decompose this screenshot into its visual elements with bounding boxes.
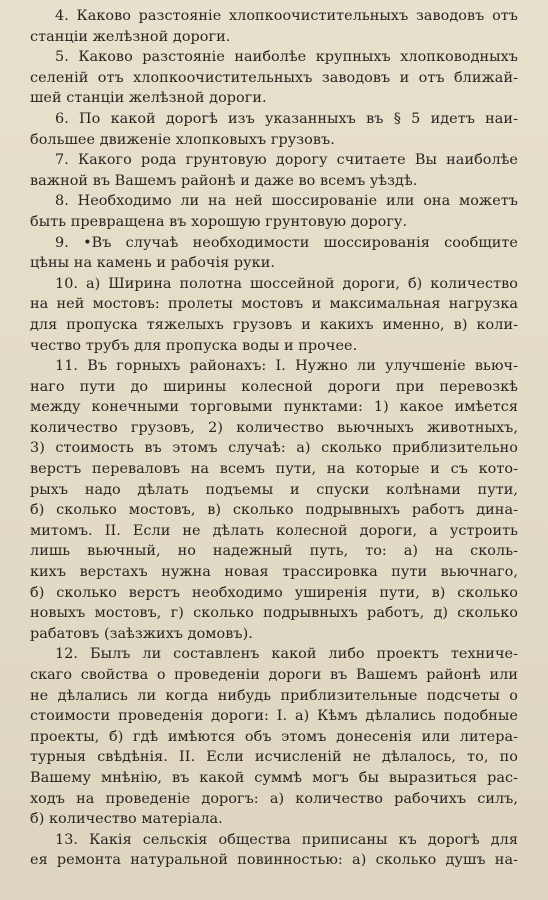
text-line: ея ремонта натуральной повинностью: а) сколько душъ на- xyxy=(30,852,518,869)
text-line: новыхъ мостовъ, г) сколько подрывныхъ работъ, д) сколько xyxy=(30,605,518,622)
text-line: 4. Каково разстояніе хлопкоочистительныхъ заводовъ отъ xyxy=(55,8,518,24)
text-line: Вашему мнѣнію, въ какой суммѣ могъ бы выразиться рас- xyxy=(30,769,518,786)
text-line: 10. а) Ширина полотна шоссейной дороги, б) количество xyxy=(55,275,518,292)
text-line: между конечными торговыми пунктами: 1) какое имѣется xyxy=(30,399,518,416)
text-line: б) сколько верстъ необходимо уширенія пути, в) сколько xyxy=(30,584,518,601)
text-line: быть превращена въ хорошую грунтовую дорогу. xyxy=(30,213,408,230)
text-line: 3) стоимость въ этомъ случаѣ: а) сколько приблизительно xyxy=(30,440,518,457)
text-line: 11. Въ горныхъ районахъ: I. Нужно ли улучшеніе вьюч- xyxy=(55,358,518,375)
text-line: 8. Необходимо ли на ней шоссированіе или она можетъ xyxy=(55,193,518,210)
text-line: на ней мостовъ: пролеты мостовъ и максимальная нагрузка xyxy=(30,296,518,313)
text-line: б) количество матеріала. xyxy=(30,811,223,828)
text-line: цѣны на камень и рабочія руки. xyxy=(30,255,275,272)
text-line: станціи желѣзной дороги. xyxy=(30,28,231,45)
text-line: проекты, б) гдѣ имѣются объ этомъ донесенія или литера- xyxy=(30,728,518,745)
text-line: чество трубъ для пропуска воды и прочее. xyxy=(30,337,358,354)
document-text xyxy=(30,6,518,871)
text-line: митомъ. II. Если не дѣлать колесной дороги, а устроить xyxy=(30,522,518,539)
text-line: б) сколько мостовъ, в) сколько подрывныхъ работъ дина- xyxy=(30,502,518,519)
text-line: селеній отъ хлопкоочистительныхъ заводовъ и отъ ближай- xyxy=(30,69,518,86)
text-line: турныя свѣдѣнія. II. Если исчисленій не дѣлалось, то, по xyxy=(30,749,518,766)
text-line: 6. По какой дорогѣ изъ указанныхъ въ § 5 идетъ наи- xyxy=(55,110,518,127)
text-line: кихъ верстахъ нужна новая трассировка пути вьючнаго, xyxy=(30,564,518,581)
text-line: наго пути до ширины колесной дороги при перевозкѣ xyxy=(30,378,518,395)
text-line: лишь вьючный, но надежный путь, то: а) на сколь- xyxy=(30,543,518,560)
text-line: верстъ переваловъ на всемъ пути, на которые и съ кото- xyxy=(30,461,518,478)
text-line: скаго свойства о проведеніи дороги въ Вашемъ районѣ или xyxy=(30,667,518,683)
text-line: 9. •Въ случаѣ необходимости шоссированія сообщите xyxy=(55,234,518,251)
text-line: стоимости проведенія дороги: I. а) Кѣмъ дѣлались подобные xyxy=(30,708,518,725)
text-line: 13. Какія сельскія общества приписаны къ дорогѣ для xyxy=(55,831,518,848)
text-line: количество грузовъ, 2) количество вьючныхъ животныхъ, xyxy=(30,419,518,436)
text-line: ходъ на проведеніе дорогъ: а) количество рабочихъ силъ, xyxy=(30,790,518,807)
text-line: рабатовъ (заѣзжихъ домовъ). xyxy=(30,625,253,642)
text-line: 5. Каково разстояніе наиболѣе крупныхъ хлопководныхъ xyxy=(55,49,518,66)
text-line: рыхъ надо дѣлать подъемы и спуски колѣнами пути, xyxy=(30,481,518,498)
text-line: 7. Какого рода грунтовую дорогу считаете Вы наиболѣе xyxy=(55,152,518,169)
text-line: большее движеніе хлопковыхъ грузовъ. xyxy=(30,131,335,148)
text-line: важной въ Вашемъ районѣ и даже во всемъ уѣздѣ. xyxy=(30,172,418,189)
text-line: для пропуска тяжелыхъ грузовъ и какихъ именно, в) коли- xyxy=(30,316,518,333)
text-line: не дѣлались ли когда нибудь приблизительные подсчеты о xyxy=(30,687,518,704)
text-line: шей станціи желѣзной дороги. xyxy=(30,90,267,107)
text-line: 12. Былъ ли составленъ какой либо проектъ техниче- xyxy=(55,646,518,663)
